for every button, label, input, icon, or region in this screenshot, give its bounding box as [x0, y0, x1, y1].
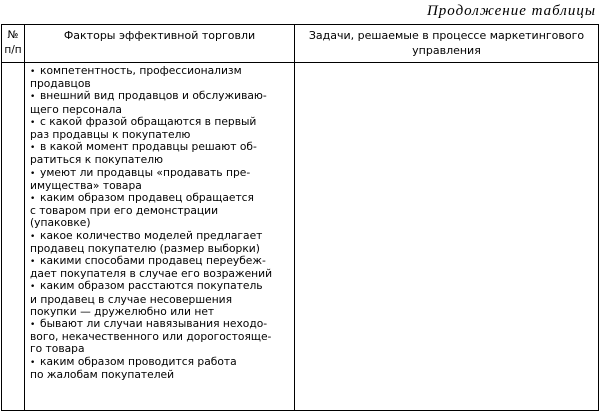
factor-item-text: каким образом проводится работа: [40, 354, 237, 368]
number-cell: [2, 63, 25, 411]
factor-item-text: щего персонала: [30, 102, 122, 116]
header-tasks-line-1: Задачи, решаемые в процессе маркетингового: [308, 29, 585, 42]
factor-item-text: с какой фразой обращаются в первый: [40, 114, 257, 128]
factor-item-text: компетентность, профессионализм: [40, 64, 242, 77]
table-body-row: [2, 63, 599, 411]
factors-cell: [25, 63, 295, 411]
bullet-icon: •: [30, 168, 36, 179]
factors-list: [25, 63, 294, 381]
bullet-icon: •: [30, 231, 36, 242]
factor-item-text: какими способами продавец переубеж-: [40, 254, 266, 268]
bullet-icon: •: [30, 257, 36, 268]
factor-item: [30, 356, 294, 381]
factor-item-text: раз продавцы к покупателю: [30, 128, 191, 142]
factor-item: [30, 65, 294, 90]
factor-item: [30, 255, 294, 280]
factor-item: [30, 192, 294, 230]
factor-item-text: бывают ли случаи навязывания неходо-: [40, 317, 268, 331]
header-factors: Факторы эффективной торговли: [25, 25, 295, 63]
factor-item-line: [30, 369, 294, 381]
bullet-icon: •: [30, 194, 36, 205]
bullet-icon: •: [30, 282, 36, 293]
factor-item-text: имущества» товара: [30, 178, 142, 192]
bullet-icon: •: [30, 92, 36, 103]
factor-item-text: продавец покупателю (размер выборки): [30, 241, 260, 255]
factor-item-text: го товара: [30, 342, 85, 356]
tasks-cell: [295, 63, 599, 411]
bullet-icon: •: [30, 357, 36, 368]
bullet-icon: •: [30, 143, 36, 154]
factor-item-text: по жалобам покупателей: [30, 367, 175, 381]
bullet-icon: •: [30, 117, 36, 128]
factor-item-text: каким образом продавец обращается: [40, 191, 254, 205]
factor-item: [30, 116, 294, 141]
header-tasks-line-2: управления: [412, 44, 481, 57]
factor-item-text: умеют ли продавцы «продавать пре-: [40, 165, 251, 179]
factor-item-text: в какой момент продавцы решают об-: [40, 140, 257, 154]
factor-item-text: покупки — дружелюбно или нет: [30, 304, 215, 318]
factor-item: [30, 318, 294, 356]
factor-item-text: дает покупателя в случае его возражений: [30, 267, 273, 281]
factor-item-text: внешний вид продавцов и обслуживаю-: [40, 89, 267, 103]
factor-item-text: и продавец в случае несовершения: [30, 292, 233, 306]
header-number-line-2: п/п: [4, 44, 22, 56]
factor-item: [30, 90, 294, 115]
bullet-icon: •: [30, 320, 36, 331]
header-number: [2, 25, 25, 63]
factor-item-text: ратиться к покупателю: [30, 153, 164, 167]
factor-item: [30, 141, 294, 166]
factor-item-text: каким образом расстаются покупатель: [40, 279, 263, 293]
factor-item: [30, 167, 294, 192]
table-header-row: [2, 25, 599, 63]
factor-item: [30, 230, 294, 255]
factor-item-text: продавцов: [30, 77, 91, 91]
factor-item-text: вого, некачественного или дорогостояще-: [30, 330, 272, 344]
factor-item: [30, 280, 294, 318]
factors-table: [1, 24, 599, 411]
factor-item-text: (упаковке): [30, 216, 91, 230]
header-number-line-1: №: [7, 29, 19, 41]
table-continuation-caption: Продолжение таблицы: [426, 3, 596, 19]
header-tasks: [295, 25, 599, 63]
factor-item-text: какое количество моделей предлагает: [40, 228, 263, 242]
bullet-icon: •: [30, 67, 36, 77]
factor-item-text: с товаром при его демонстрации: [30, 204, 219, 218]
